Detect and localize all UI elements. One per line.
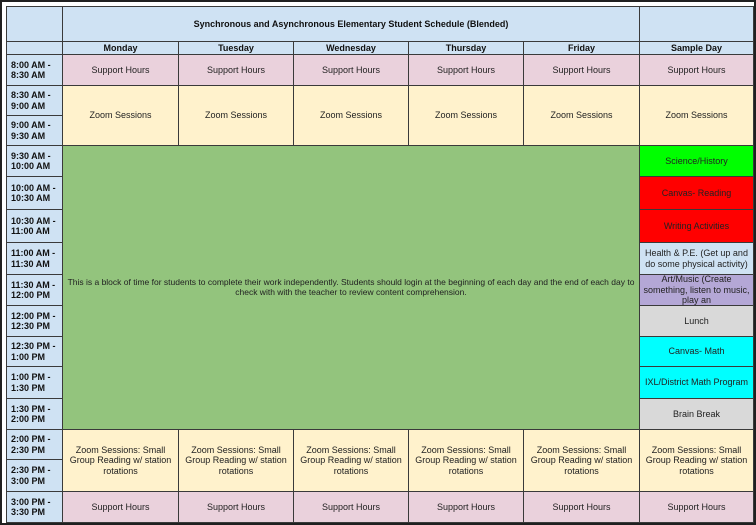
support-hours-cell: Support Hours — [523, 54, 640, 86]
zoom-sessions-cell: Zoom Sessions — [523, 85, 640, 146]
sample-day-activity: Canvas- Math — [639, 336, 754, 367]
time-slot: 10:30 AM - 11:00 AM — [6, 209, 63, 243]
day-header-monday: Monday — [62, 41, 179, 55]
title-right-cell — [639, 6, 754, 42]
zoom-sessions-cell: Zoom Sessions — [408, 85, 524, 146]
sample-day-activity: IXL/District Math Program — [639, 366, 754, 399]
time-slot: 8:30 AM - 9:00 AM — [6, 85, 63, 116]
day-header-thursday: Thursday — [408, 41, 524, 55]
time-header-cell — [6, 41, 63, 55]
small-group-cell: Zoom Sessions: Small Group Reading w/ station rotations — [62, 429, 179, 492]
day-header-wednesday: Wednesday — [293, 41, 409, 55]
time-slot: 9:00 AM - 9:30 AM — [6, 115, 63, 146]
sample-day-activity: Canvas- Reading — [639, 176, 754, 210]
time-slot: 2:30 PM - 3:00 PM — [6, 459, 63, 492]
time-slot: 3:00 PM - 3:30 PM — [6, 491, 63, 523]
zoom-sessions-cell: Zoom Sessions — [639, 85, 754, 146]
zoom-sessions-cell: Zoom Sessions — [178, 85, 294, 146]
sample-day-activity: Lunch — [639, 305, 754, 337]
support-hours-cell: Support Hours — [408, 54, 524, 86]
day-header-tuesday: Tuesday — [178, 41, 294, 55]
sample-day-activity: Brain Break — [639, 398, 754, 430]
corner-cell — [6, 6, 63, 42]
day-header-sample-day: Sample Day — [639, 41, 754, 55]
sample-day-activity: Art/Music (Create something, listen to music, play an — [639, 274, 754, 306]
time-slot: 11:00 AM - 11:30 AM — [6, 242, 63, 275]
time-slot: 9:30 AM - 10:00 AM — [6, 145, 63, 177]
small-group-cell: Zoom Sessions: Small Group Reading w/ station rotations — [293, 429, 409, 492]
support-hours-cell: Support Hours — [178, 491, 294, 523]
day-header-friday: Friday — [523, 41, 640, 55]
time-slot: 12:30 PM - 1:00 PM — [6, 336, 63, 367]
time-slot: 1:00 PM - 1:30 PM — [6, 366, 63, 399]
time-slot: 10:00 AM - 10:30 AM — [6, 176, 63, 210]
time-slot: 2:00 PM - 2:30 PM — [6, 429, 63, 460]
support-hours-cell: Support Hours — [639, 54, 754, 86]
time-slot: 1:30 PM - 2:00 PM — [6, 398, 63, 430]
support-hours-cell: Support Hours — [523, 491, 640, 523]
support-hours-cell: Support Hours — [408, 491, 524, 523]
support-hours-cell: Support Hours — [639, 491, 754, 523]
small-group-cell: Zoom Sessions: Small Group Reading w/ station rotations — [178, 429, 294, 492]
support-hours-cell: Support Hours — [293, 491, 409, 523]
sample-day-activity: Writing Activities — [639, 209, 754, 243]
sample-day-activity: Science/History — [639, 145, 754, 177]
independent-work-block: This is a block of time for students to complete their work independently. Students should login at the beginning of each day and the end of each day to check with with the teacher to review content comprehension. — [62, 145, 640, 430]
time-slot: 8:00 AM - 8:30 AM — [6, 54, 63, 86]
small-group-cell: Zoom Sessions: Small Group Reading w/ station rotations — [523, 429, 640, 492]
support-hours-cell: Support Hours — [62, 491, 179, 523]
time-slot: 12:00 PM - 12:30 PM — [6, 305, 63, 337]
zoom-sessions-cell: Zoom Sessions — [62, 85, 179, 146]
small-group-cell: Zoom Sessions: Small Group Reading w/ station rotations — [639, 429, 754, 492]
sample-day-activity: Health & P.E. (Get up and do some physical activity) — [639, 242, 754, 275]
support-hours-cell: Support Hours — [178, 54, 294, 86]
small-group-cell: Zoom Sessions: Small Group Reading w/ station rotations — [408, 429, 524, 492]
time-slot: 11:30 AM - 12:00 PM — [6, 274, 63, 306]
zoom-sessions-cell: Zoom Sessions — [293, 85, 409, 146]
support-hours-cell: Support Hours — [62, 54, 179, 86]
schedule-title: Synchronous and Asynchronous Elementary Student Schedule (Blended) — [62, 6, 640, 42]
support-hours-cell: Support Hours — [293, 54, 409, 86]
